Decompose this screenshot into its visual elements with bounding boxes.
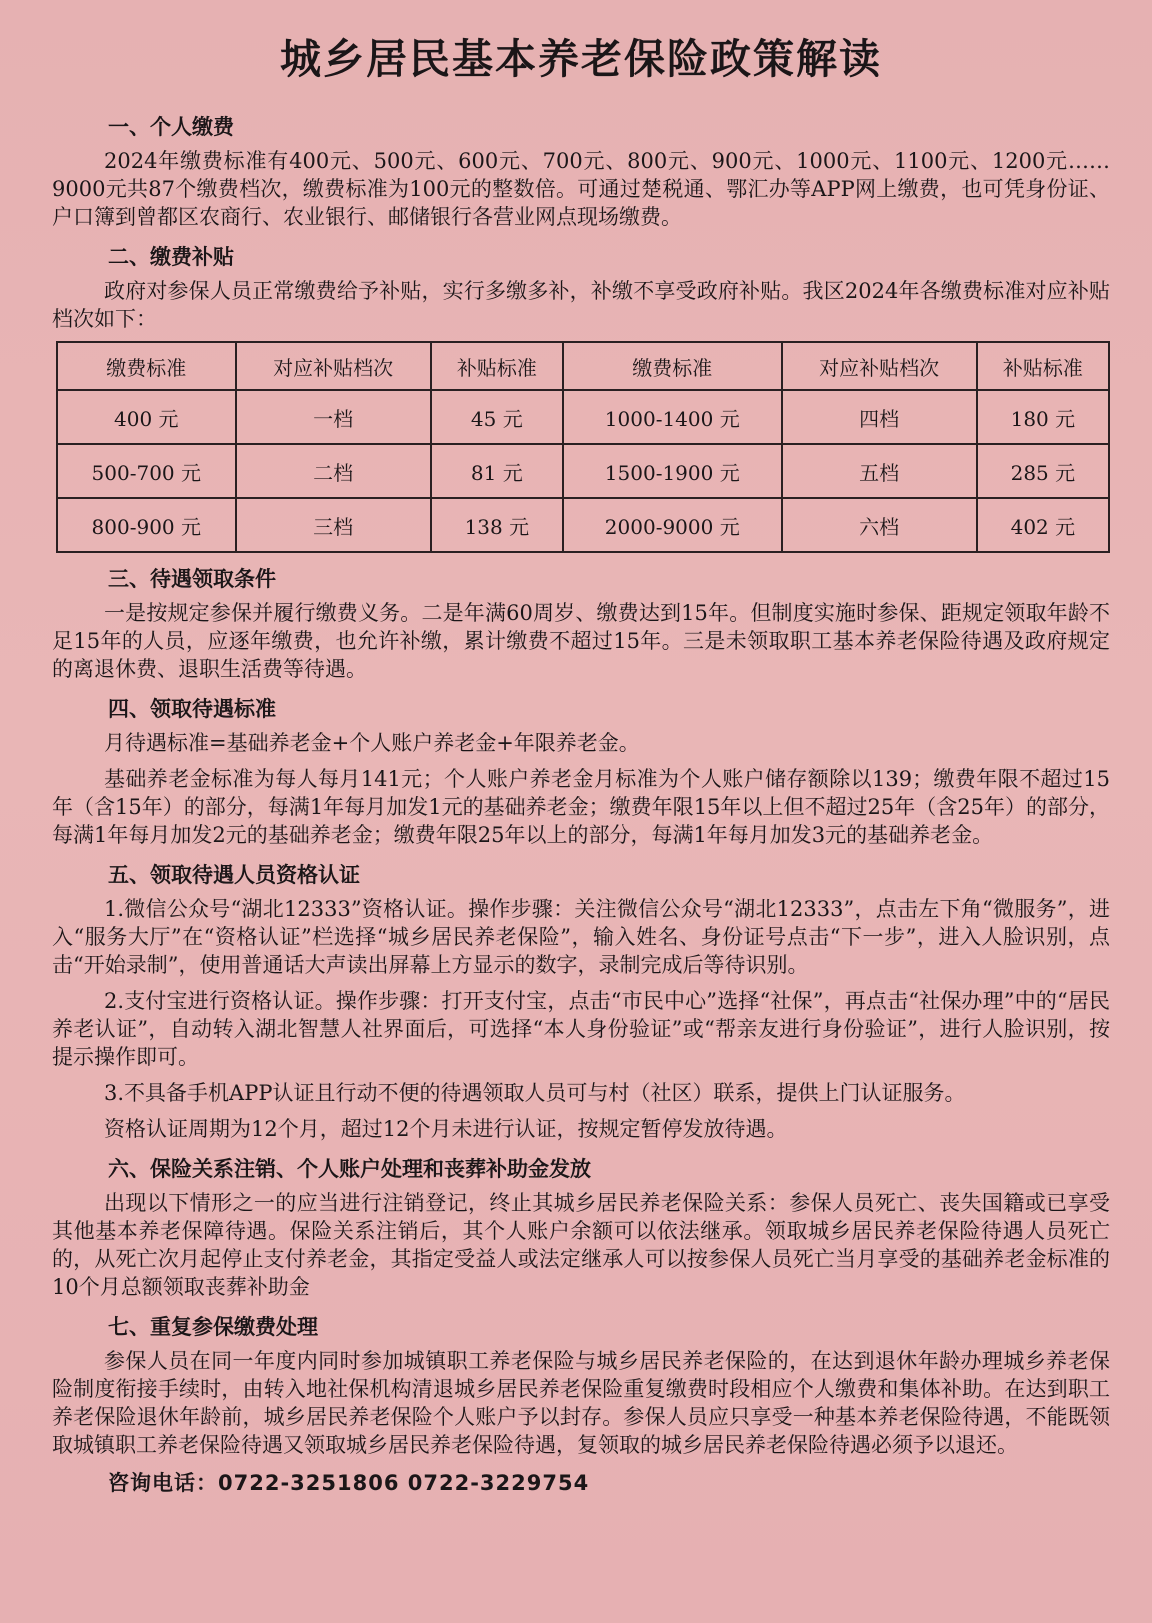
table-header-cell: 对应补贴档次 [236,342,431,390]
section-7-paragraph: 参保人员在同一年度内同时参加城镇职工养老保险与城乡居民养老保险的，在达到退休年龄办理城乡养老保险制度衔接手续时，由转入地社保机构清退城乡居民养老保险重复缴费时段相应个人缴费和集体补助。在达到职工养老保险退休年龄前，城乡居民养老保险个人账户予以封存。参保人员应只享受一种基本养老保险待遇，不能既领取城镇职工养老保险待遇又领取城乡居民养老保险待遇，复领取的城乡居民养老保险待遇必须予以退还。 [52,1349,1110,1457]
table-cell: 285 元 [977,444,1109,498]
section-2-paragraph: 政府对参保人员正常缴费给予补贴，实行多缴多补，补缴不享受政府补贴。我区2024年各缴费标准对应补贴档次如下： [52,279,1110,331]
table-row [57,444,1109,498]
document-title: 城乡居民基本养老保险政策解读 [280,35,882,83]
section-2-heading: 二、缴费补贴 [108,245,234,269]
section-5-wechat-steps: 1.微信公众号“湖北12333”资格认证。操作步骤：关注微信公众号“湖北12333”，点击左下角“微服务”，进入“服务大厅”在“资格认证”栏选择“城乡居民养老保险”，输入姓名、身份证号点击“下一步”，进入人脸识别，点击“开始录制”，使用普通话大声读出屏幕上方显示的数字，录制完成后等待识别。 [52,897,1110,977]
table-row [57,390,1109,444]
subsidy-table [56,341,1110,553]
contact-phone: 咨询电话：0722-3251806 0722-3229754 [108,1471,590,1495]
section-5-offline-service: 3.不具备手机APP认证且行动不便的待遇领取人员可与村（社区）联系，提供上门认证服务。 [104,1081,966,1105]
section-6-heading: 六、保险关系注销、个人账户处理和丧葬补助金发放 [108,1157,591,1181]
table-header-cell: 对应补贴档次 [782,342,977,390]
section-4-heading: 四、领取待遇标准 [108,697,276,721]
table-cell: 一档 [236,390,431,444]
table-cell: 1500-1900 元 [563,444,782,498]
table-cell: 2000-9000 元 [563,498,782,552]
section-1-paragraph: 2024年缴费标准有400元、500元、600元、700元、800元、900元、1000元、1100元、1200元……9000元共87个缴费档次，缴费标准为100元的整数倍。可通过楚税通、鄂汇办等APP网上缴费，也可凭身份证、户口簿到曾都区农商行、农业银行、邮储银行各营业网点现场缴费。 [52,149,1110,229]
section-6-paragraph: 出现以下情形之一的应当进行注销登记，终止其城乡居民养老保险关系：参保人员死亡、丧失国籍或已享受其他基本养老保障待遇。保险关系注销后，其个人账户余额可以依法继承。领取城乡居民养老保险待遇人员死亡的，从死亡次月起停止支付养老金，其指定受益人或法定继承人可以按参保人员死亡当月享受的基础养老金标准的10个月总额领取丧葬补助金 [52,1191,1110,1299]
section-1-heading: 一、个人缴费 [108,115,234,139]
section-4-paragraph: 基础养老金标准为每人每月141元；个人账户养老金月标准为个人账户储存额除以139；缴费年限不超过15年（含15年）的部分，每满1年每月加发1元的基础养老金；缴费年限15年以上但不超过25年（含25年）的部分，每满1年每月加发2元的基础养老金；缴费年限25年以上的部分，每满1年每月加发3元的基础养老金。 [52,767,1110,847]
table-header-cell: 补贴标准 [977,342,1109,390]
table-cell: 二档 [236,444,431,498]
table-cell: 四档 [782,390,977,444]
section-3-heading: 三、待遇领取条件 [108,567,276,591]
table-cell: 1000-1400 元 [563,390,782,444]
table-cell: 三档 [236,498,431,552]
table-cell: 180 元 [977,390,1109,444]
section-4-formula: 月待遇标准=基础养老金+个人账户养老金+年限养老金。 [104,731,640,755]
section-5-cycle-note: 资格认证周期为12个月，超过12个月未进行认证，按规定暂停发放待遇。 [104,1117,788,1141]
section-7-heading: 七、重复参保缴费处理 [108,1315,318,1339]
section-5-alipay-steps: 2.支付宝进行资格认证。操作步骤：打开支付宝，点击“市民中心”选择“社保”，再点击“社保办理”中的“居民养老认证”，自动转入湖北智慧人社界面后，可选择“本人身份验证”或“帮亲友进行身份验证”，进行人脸识别，按提示操作即可。 [52,989,1110,1069]
table-cell: 400 元 [57,390,236,444]
table-cell: 138 元 [431,498,563,552]
table-cell: 800-900 元 [57,498,236,552]
table-cell: 五档 [782,444,977,498]
section-3-paragraph: 一是按规定参保并履行缴费义务。二是年满60周岁、缴费达到15年。但制度实施时参保、距规定领取年龄不足15年的人员，应逐年缴费，也允许补缴，累计缴费不超过15年。三是未领取职工基本养老保险待遇及政府规定的离退休费、退职生活费等待遇。 [52,601,1110,681]
table-header-cell: 缴费标准 [57,342,236,390]
table-cell: 402 元 [977,498,1109,552]
table-row [57,498,1109,552]
table-cell: 81 元 [431,444,563,498]
table-header-cell: 缴费标准 [563,342,782,390]
table-cell: 45 元 [431,390,563,444]
table-cell: 六档 [782,498,977,552]
table-header-row [57,342,1109,390]
section-5-heading: 五、领取待遇人员资格认证 [108,863,360,887]
table-cell: 500-700 元 [57,444,236,498]
table-header-cell: 补贴标准 [431,342,563,390]
